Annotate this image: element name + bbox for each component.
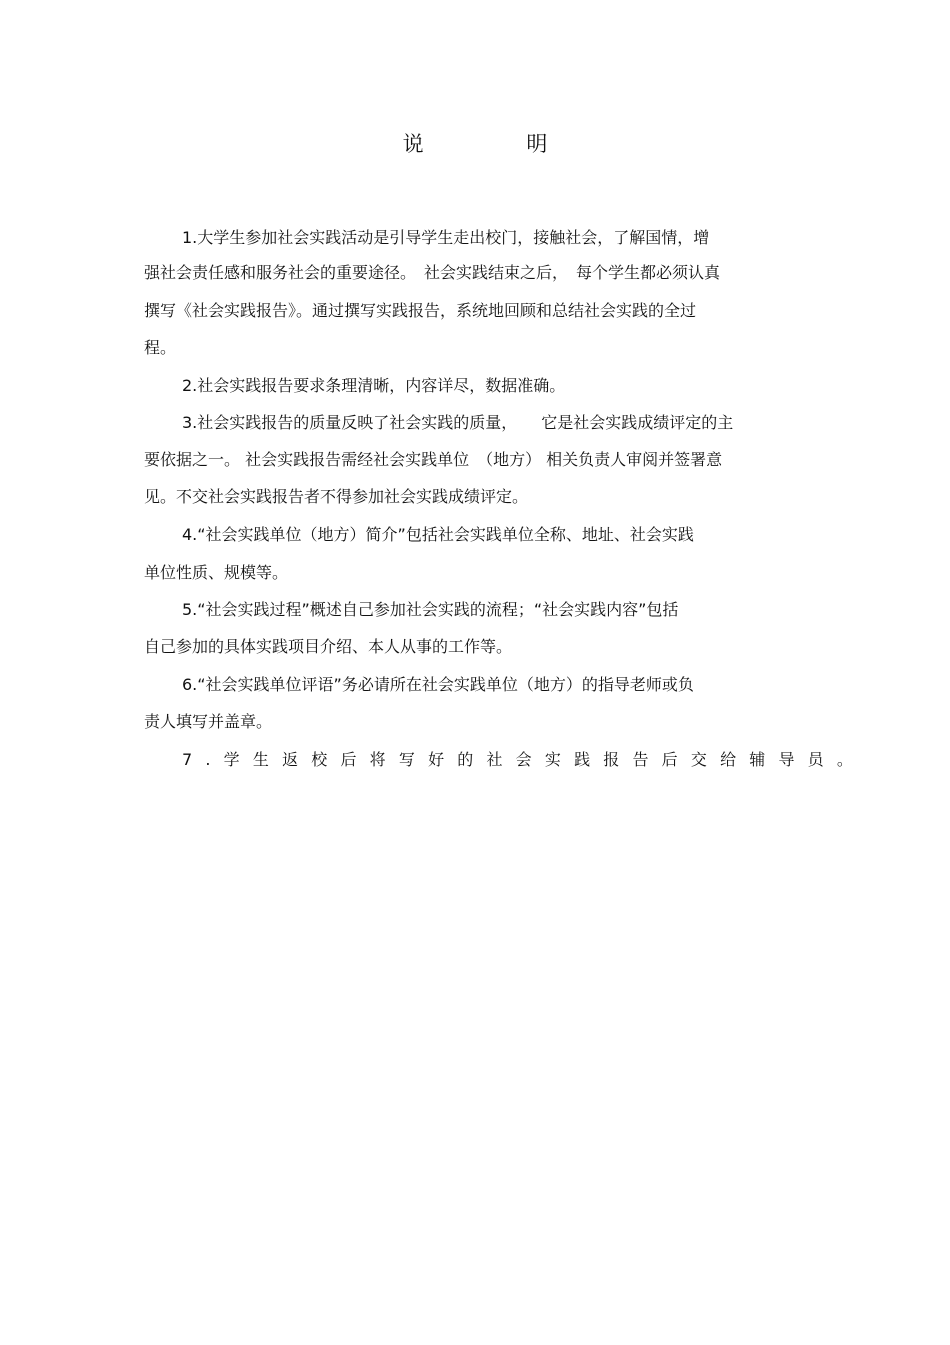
paragraph-1-line-2: 强社会责任感和服务社会的重要途径。 社会实践结束之后， 每个学生都必须认真: [144, 263, 721, 282]
paragraph-3-line-3: 见。不交社会实践报告者不得参加社会实践成绩评定。: [144, 487, 529, 506]
paragraph-1-line-3: 撰写《社会实践报告》。通过撰写实践报告，系统地回顾和总结社会实践的全过: [144, 301, 697, 320]
paragraph-6-line-1: 6.“社会实践单位评语”务必请所在社会实践单位（地方）的指导老师或负: [182, 675, 694, 694]
page-title: 说 明: [402, 132, 596, 156]
paragraph-2-line-1: 2.社会实践报告要求条理清晰，内容详尽，数据准确。: [182, 376, 566, 395]
paragraph-4-line-1: 4.“社会实践单位（地方）简介”包括社会实践单位全称、地址、社会实践: [182, 525, 694, 544]
paragraph-1-line-1: 1.大学生参加社会实践活动是引导学生走出校门，接触社会，了解国情，增: [182, 228, 710, 247]
paragraph-3-line-1: 3.社会实践报告的质量反映了社会实践的质量， 它是社会实践成绩评定的主: [182, 413, 734, 432]
paragraph-7-line-1: 7.学生返校后将写好的社会实践报告后交给辅导员。: [182, 750, 867, 769]
paragraph-1-line-4: 程。: [144, 338, 177, 357]
paragraph-3-line-2: 要依据之一。 社会实践报告需经社会实践单位 （地方） 相关负责人审阅并签署意: [144, 450, 723, 469]
paragraph-5-line-1: 5.“社会实践过程”概述自己参加社会实践的流程；“社会实践内容”包括: [182, 600, 679, 619]
paragraph-4-line-2: 单位性质、规模等。: [144, 563, 289, 582]
paragraph-5-line-2: 自己参加的具体实践项目介绍、本人从事的工作等。: [144, 637, 513, 656]
paragraph-6-line-2: 责人填写并盖章。: [144, 712, 273, 731]
